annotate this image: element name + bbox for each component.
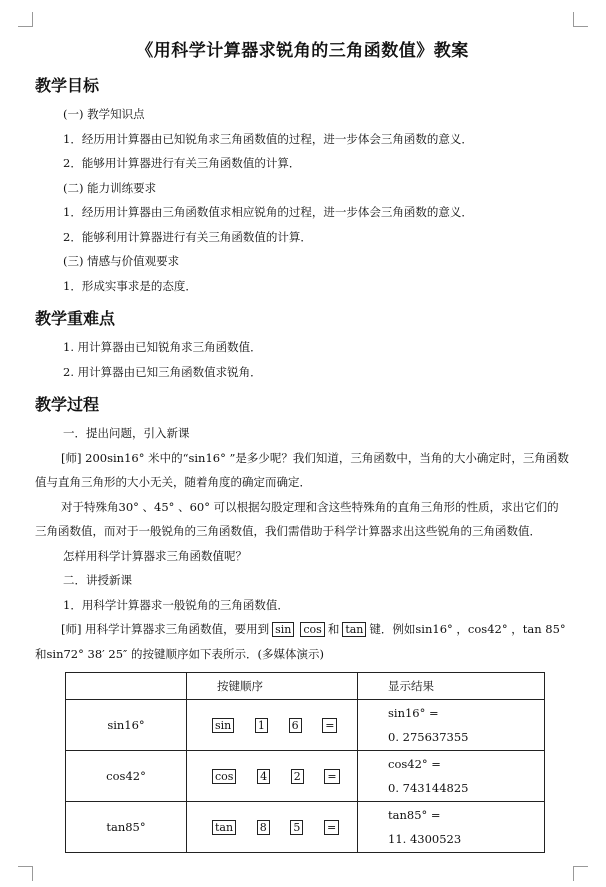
table-header-cell	[66, 673, 187, 700]
calculator-key: 6	[289, 718, 302, 733]
key-sequence-table	[65, 672, 545, 853]
calculator-key: tan	[212, 820, 236, 835]
process-paragraph-keys	[35, 617, 570, 666]
process-step-heading: 一．提出问题，引入新课	[63, 426, 190, 440]
angle-cell: cos42°	[66, 751, 187, 802]
calculator-key: 5	[290, 820, 303, 835]
calculator-key: 8	[257, 820, 270, 835]
result-expression: tan85° =	[388, 808, 441, 822]
calculator-key: =	[324, 769, 339, 784]
document-title: 《用科学计算器求锐角的三角函数值》教案	[136, 41, 469, 61]
result-value: 0. 275637355	[388, 730, 469, 744]
result-cell	[358, 700, 545, 751]
section-heading-goals: 教学目标	[35, 76, 100, 95]
keypoint-line: 1. 用计算器由已知锐角求三角函数值．	[63, 340, 262, 354]
goal-line: (二) 能力训练要求	[63, 180, 157, 195]
result-cell	[358, 802, 545, 853]
keypoint-line: 2. 用计算器由已知三角函数值求锐角．	[63, 364, 262, 379]
page-corner-mark	[18, 866, 33, 881]
angle-cell: tan85°	[66, 802, 187, 853]
sin-key: sin	[272, 622, 294, 637]
process-paragraph: 怎样用科学计算器求三角函数值呢？	[63, 548, 247, 563]
table-row	[66, 700, 545, 751]
calculator-key: cos	[212, 769, 236, 784]
process-item: 1．用科学计算器求一般锐角的三角函数值．	[63, 597, 289, 612]
cos-key: cos	[300, 622, 324, 637]
result-expression: cos42° =	[388, 757, 441, 771]
paragraph-text: 和	[327, 622, 340, 636]
process-step-heading: 二．讲授新课	[63, 573, 132, 587]
calculator-key: sin	[212, 718, 234, 733]
calculator-key: 2	[291, 769, 304, 784]
goal-line: 2．能够用计算器进行有关三角函数值的计算．	[63, 156, 301, 170]
goal-line: (三) 情感与价值观要求	[63, 254, 180, 268]
calculator-key: 1	[255, 718, 268, 733]
table-row	[66, 751, 545, 802]
goal-line: 1．经历用计算器由三角函数值求相应锐角的过程，进一步体会三角函数的意义．	[63, 205, 473, 219]
section-heading-process: 教学过程	[35, 395, 100, 414]
page-corner-mark	[573, 12, 588, 27]
key-sequence-cell	[187, 802, 358, 853]
table-header-row	[66, 673, 545, 700]
key-sequence-cell	[187, 700, 358, 751]
result-expression: sin16° =	[388, 706, 439, 720]
table-header-cell: 显示结果	[358, 673, 545, 700]
calculator-key: =	[322, 718, 337, 733]
table-row	[66, 802, 545, 853]
goal-line: (一) 教学知识点	[63, 107, 145, 121]
page-corner-mark	[573, 866, 588, 881]
goal-line: 2．能够利用计算器进行有关三角函数值的计算．	[63, 229, 312, 244]
calculator-key: =	[324, 820, 339, 835]
angle-cell: sin16°	[66, 700, 187, 751]
process-paragraph: [师] 200sin16° 米中的“sin16° ”是多少呢？我们知道，三角函数中，当角的大小确定时，三角函数值与直角三角形的大小无关，随着角度的确定而确定．	[35, 450, 569, 489]
section-heading-keypoints: 教学重难点	[35, 309, 116, 328]
process-paragraph: 对于特殊角30° 、45° 、60° 可以根据勾股定理和含这些特殊角的直角三角形的性质，求出它们的三角函数值，而对于一般锐角的三角函数值，我们需借助于科学计算器求出这些锐角的三角函数值．	[35, 499, 559, 538]
result-value: 11. 4300523	[388, 832, 462, 846]
goal-line: 1．经历用计算器由已知锐角求三角函数值的过程，进一步体会三角函数的意义．	[63, 131, 473, 146]
result-cell	[358, 751, 545, 802]
document-page	[35, 36, 570, 853]
paragraph-text: 键．例如sin16° ，cos42° ，tan 85° 和sin72° 38′ 25″ 的按键顺序如下表所示．(多媒体演示)	[35, 622, 566, 661]
goal-line: 1．形成实事求是的态度．	[63, 278, 197, 293]
table-header-cell: 按键顺序	[187, 673, 358, 700]
page-corner-mark	[18, 12, 33, 27]
calculator-key: 4	[257, 769, 270, 784]
result-value: 0. 743144825	[388, 781, 469, 795]
paragraph-text: [师] 用科学计算器求三角函数值，要用到	[61, 622, 270, 636]
key-sequence-cell	[187, 751, 358, 802]
tan-key: tan	[342, 622, 366, 637]
